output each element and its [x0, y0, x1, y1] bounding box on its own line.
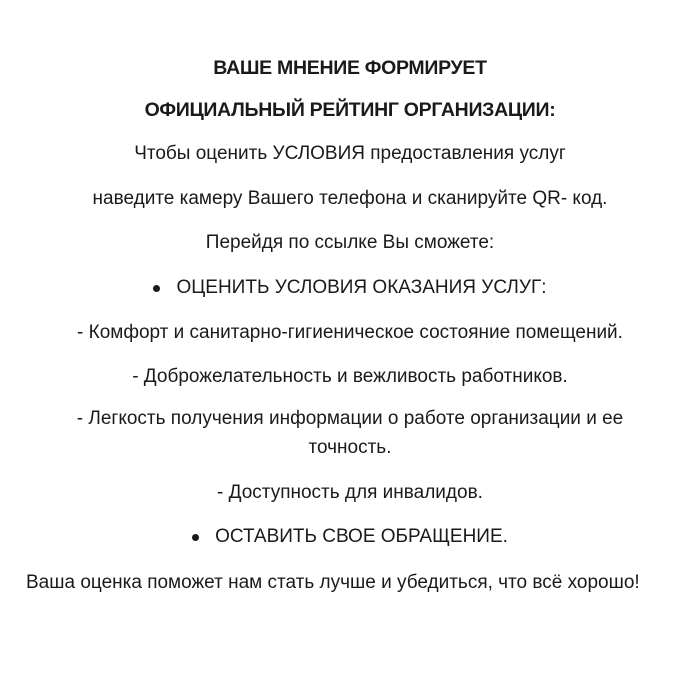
criteria-information-line-1: - Легкость получения информации о работе организации и ее: [76, 408, 624, 429]
intro-line-3: Перейдя по ссылке Вы сможете:: [205, 232, 495, 253]
bullet-dot-icon: [153, 285, 160, 292]
bullet-rate-conditions: [0, 277, 700, 299]
heading-line-2: ОФИЦИАЛЬНЫЙ РЕЙТИНГ ОРГАНИЗАЦИИ:: [144, 99, 556, 121]
bullet-dot-icon: [192, 534, 199, 541]
intro-line-2: наведите камеру Вашего телефона и сканируйте QR- код.: [92, 188, 608, 209]
bullet-leave-request-label: ОСТАВИТЬ СВОЕ ОБРАЩЕНИЕ.: [215, 526, 508, 547]
bullet-leave-request: [0, 526, 700, 548]
criteria-comfort: - Комфорт и санитарно-гигиеническое состояние помещений.: [77, 322, 623, 343]
criteria-courtesy: - Доброжелательность и вежливость работников.: [132, 366, 568, 387]
criteria-information-line-2: точность.: [308, 437, 392, 458]
criteria-accessibility: - Доступность для инвалидов.: [217, 482, 483, 503]
bullet-rate-conditions-label: ОЦЕНИТЬ УСЛОВИЯ ОКАЗАНИЯ УСЛУГ:: [176, 277, 547, 298]
heading-line-1: ВАШЕ МНЕНИЕ ФОРМИРУЕТ: [213, 57, 487, 79]
intro-line-1: Чтобы оценить УСЛОВИЯ предоставления услуг: [134, 143, 566, 164]
closing-text: Ваша оценка поможет нам стать лучше и убедиться, что всё хорошо!: [26, 572, 640, 593]
